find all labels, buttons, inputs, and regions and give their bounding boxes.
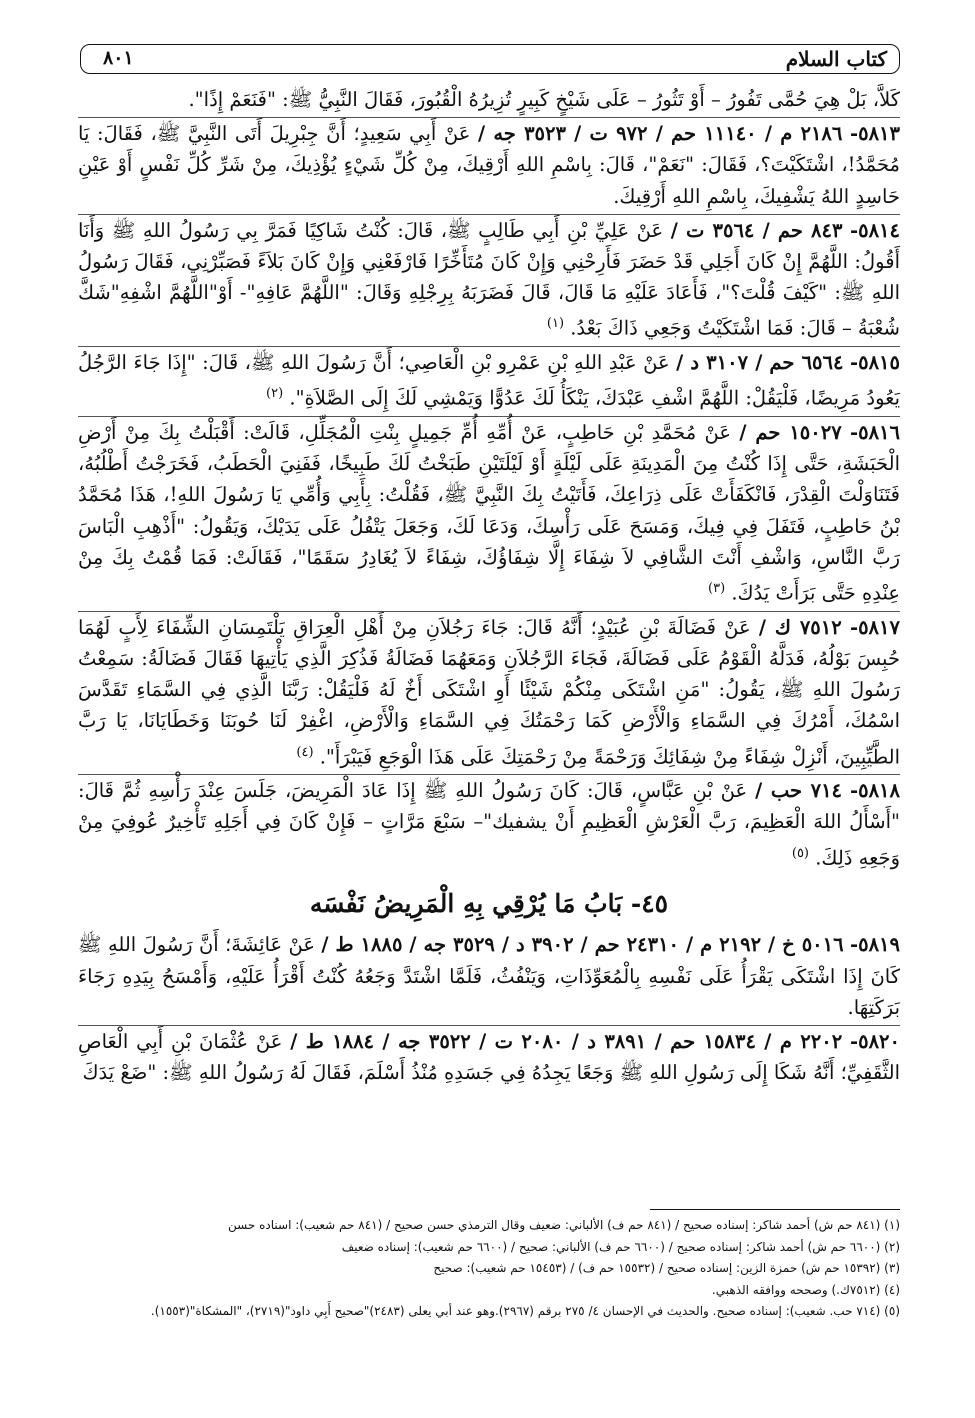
hadith-refs: ٢٢٠٢ م / ١٥٨٣٤ حم / ٣٨٩١ د / ٢٠٨٠ ت / ٣٥٢٢ جه / ١٨٨٤ ط / (290, 1029, 843, 1053)
footnote-5: (٥) (٧١٤ حب. شعيب): إسناده صحيح. والحديث في الإحسان ٤/ ٢٧٥ برقم (٢٩٦٧).وهو عند أبي يعلى (٢٤٨٣)"صحيح أَبِي داود"(٢٧١٩)، "المشكاة"(١٥٥٣). (150, 1304, 900, 1318)
page-header (80, 44, 900, 74)
hadith-text: عَنْ عُثْمَانَ بْنِ أَبِي الْعَاصِ الثَّقَفِيِّ؛ أَنَّهُ شَكَا إِلَى رَسُولِ اللهِ ﷺ وَجَعًا يَجِدُهُ فِي جَسَدِهِ مُنْذُ أَسْلَمَ، فَقَالَ لَهُ رَسُولُ اللهِ ﷺ: "ضَعْ يَدَكَ (78, 1029, 900, 1085)
footnote-divider (650, 1209, 900, 1210)
footnote-ref[interactable]: (١) (546, 316, 565, 332)
hadith-text: عَنْ عَبْدِ اللهِ بْنِ عَمْرِو بْنِ الْعَاصِي؛ أَنَّ رَسُولَ اللهِ ﷺ، قَالَ: "إِذَا جَاءَ الرَّجُلُ يَعُودُ مَرِيضًا، فَلْيَقُلْ: اللَّهُمَّ اشْفِ عَبْدَكَ، يَنْكَأُ لَكَ عَدُوًّا وَيَمْشِي لَكَ إِلَى الصَّلاَةِ". (78, 351, 900, 410)
footnote-ref[interactable]: (٣) (708, 581, 726, 597)
page-body (78, 84, 900, 1090)
intro-line: كَلاَّ، بَلْ هِيَ حُمَّى تَفُورُ – أَوْ تَثُورُ – عَلَى شَيْخٍ كَبِيرٍ تُزِيرُهُ الْقُبُورَ، فَقَالَ النَّبِيُّ ﷺ: "فَنَعَمْ إِذًا". (188, 88, 900, 111)
hadith-refs: ٦٥٦٤ حم / ٣١٠٧ د / (676, 351, 844, 375)
hadith-5818 (78, 775, 900, 875)
page-number: ٨٠١ (103, 47, 134, 69)
footnotes (78, 1215, 900, 1323)
hadith-refs: ٧١٤ حب / (755, 779, 843, 803)
hadith-text: عَنْ عَائِشَةَ؛ أَنَّ رَسُولَ اللهِ ﷺ كَانَ إِذَا اشْتَكَى يَقْرَأُ عَلَى نَفْسِهِ بِالْمُعَوِّذَاتِ، وَيَنْفُثُ، فَلَمَّا اشْتَدَّ وَجَعُهُ كُنْتُ أَقْرَأُ عَلَيْهِ، وَأَمْسَحُ بِيَدِهِ رَجَاءَ بَرَكَتِهَا. (78, 933, 900, 1019)
hadith-5816 (78, 417, 900, 611)
hadith-text: عَنْ بْنِ عَبَّاسٍ، قَالَ: كَانَ رَسُولُ اللهِ ﷺ إِذَا عَادَ الْمَرِيضَ، جَلَسَ عِنْدَ رَأْسِهِ ثُمَّ قَالَ: "أَسْأَلُ اللهَ الْعَظِيمَ، رَبَّ الْعَرْشِ الْعَظِيمِ أَنْ يشفيك"– سَبْعَ مَرَّاتٍ – فَإِنْ كَانَ فِي أَجَلِهِ تَأْخِيرٌ عُوفِيَ مِنْ وَجَعِهِ ذَلِكَ. (78, 779, 900, 870)
hadith-refs: ٢١٨٦ م / ١١١٤٠ حم / ٩٧٢ ت / ٣٥٢٣ جه / (478, 122, 843, 146)
hadith-number: ٥٨١٩- (850, 933, 900, 957)
hadith-5817 (78, 612, 900, 775)
hadith-number: ٥٨١٦- (850, 421, 901, 445)
footnote-4: (٤) (٧٥١٢ك.) وصححه ووافقه الذهبي. (711, 1282, 900, 1297)
footnote-ref[interactable]: (٥) (791, 845, 809, 861)
hadith-5819 (78, 929, 900, 1025)
footnote-ref[interactable]: (٢) (266, 386, 284, 402)
hadith-number: ٥٨٢٠- (850, 1029, 901, 1053)
chapter-title: كتاب السلام (785, 47, 887, 71)
hadith-refs: ١٥٠٢٧ حم / (739, 421, 842, 445)
hadith-number: ٥٨١٣- (850, 122, 901, 146)
hadith-5813 (78, 118, 900, 214)
hadith-number: ٥٨١٨- (850, 779, 901, 803)
section-heading: ٤٥- بَابُ مَا يُرْقِي بِهِ الْمَرِيضُ نَفْسَه (309, 889, 669, 919)
hadith-refs: ٥٠١٦ خ / ٢١٩٢ م / ٢٤٣١٠ حم / ٣٩٠٢ د / ٣٥٢٩ جه / ١٨٨٥ ط / (321, 933, 844, 957)
hadith-text: عَنْ فَضَالَةَ بْنِ عُبَيْدٍ؛ أَنَّهُ قَالَ: جَاءَ رَجُلاَنِ مِنْ أَهْلِ الْعِرَاقِ يَلْتَمِسَانِ الشِّفَاءَ لِأَبٍ لَهُمَا حُبِسَ بَوْلُهُ، فَدَلَّهُ الْقَوْمُ عَلَى فَضَالَةَ، فَجَاءَ الرَّجُلاَنِ وَمَعَهُمَا فَضَالَةُ فَذُكِرَ الَّذِي يَأْتِيهَا فَقَالَ فَضَالَةُ: سَمِعْتُ رَسُولَ اللهِ ﷺ، يَقُولُ: "مَنِ اشْتَكَى مِنْكُمْ شَيْئًا أَوِ اشْتَكَى أَخٌ لَهُ فَلْيَقُلْ: رَبَّنَا الَّذِي فِي السَّمَاءِ تَقَدَّسَ اسْمُكَ، أَمْرُكَ فِي السَّمَاءِ وَالْأَرْضِ كَمَا رَحْمَتُكَ فِي السَّمَاءِ وَالْأَرْضِ، اغْفِرْ لَنَا حُوبَنَا وَخَطَايَانَا، يَا رَبَّ الطَّيِّبِينَ، أَنْزِلْ شِفَاءً مِنْ شِفَائِكَ وَرَحْمَةً مِنْ رَحْمَتِكَ عَلَى هَذَا الْوَجَعِ فَيَبْرَأَ". (78, 615, 900, 769)
footnote-2: (٢) (٦٦٠٠ حم ش) أحمد شاكر: إسناده صحيح / (٦٦٠٠ حم ف) الألباني: صحيح / (٦٦٠٠ حم شعيب): إسناده ضعيف (341, 1239, 900, 1254)
hadith-text: عَنْ عَلِيِّ بْنِ أَبِي طَالِبٍ ﷺ، قَالَ: كُنْتُ شَاكِيًا فَمَرَّ بِي رَسُولُ اللهِ ﷺ وَأَنَا أَقُولُ: اللَّهُمَّ إِنْ كَانَ أَجَلِي قَدْ حَضَرَ فَأَرِحْنِي وَإِنْ كَانَ مُتَأَخِّرًا فَارْفَعْنِي وَإِنْ كَانَ بَلاَءً فَصَبِّرْنِي، فَقَالَ رَسُولُ اللهِ ﷺ: "كَيْفَ قُلْتَ؟"، فَأَعَادَ عَلَيْهِ مَا قَالَ، قَالَ فَضَرَبَهُ بِرِجْلِهِ وَقَالَ: "اللَّهُمَّ عَافِهِ"- أَوْ"اللَّهُمَّ اشْفِهِ"شَكَّ شُعْبَةُ – قَالَ: فَمَا اشْتَكَيْتُ وَجَعِي ذَاكَ بَعْدُ. (78, 218, 900, 340)
footnote-1: (١) (٨٤١ حم ش) أحمد شاكر: إسناده صحيح / (٨٤١ حم ف) الألباني: ضعيف وقال الترمذي حسن صحيح / (٨٤١ حم شعيب): اسناده حسن (228, 1218, 900, 1232)
hadith-text: عَنْ أَبِي سَعِيدٍ؛ أَنَّ جِبْرِيلَ أَتَى النَّبِيَّ ﷺ، فَقَالَ: يَا مُحَمَّدُ!، اشْتَكَيْتَ؟، فَقَالَ: "نَعَمْ"، قَالَ: بِاسْمِ اللهِ أَرْقِيكَ، مِنْ كُلِّ شَيْءٍ يُؤْذِيكَ، مِنْ شَرِّ كُلِّ نَفْسٍ أَوْ عَيْنِ حَاسِدٍ اللهُ يَشْفِيكَ، بِاسْمِ اللهِ أَرْقِيكَ. (78, 122, 900, 208)
hadith-number: ٥٨١٧- (849, 615, 900, 639)
hadith-text: عَنْ مُحَمَّدِ بْنِ حَاطِبٍ، عَنْ أُمِّهِ أُمِّ جَمِيلٍ بِنْتِ الْمُجَلِّلِ، قَالَتْ: أَقْبَلْتُ بِكَ مِنْ أَرْضِ الْحَبَشَةِ، حَتَّى إِذَا كُنْتُ مِنَ الْمَدِينَةِ عَلَى لَيْلَةٍ أَوْ لَيْلَتَيْنِ طَبَخْتُ لَكَ طَبِيخًا، فَفَنِيَ الْحَطَبُ، فَخَرَجْتُ أَطْلُبُهُ، فَتَنَاوَلْتَ الْقِدْرَ، فَانْكَفَأَتْ عَلَى ذِرَاعِكَ، فَأَتَيْتُ بِكَ النَّبِيَّ ﷺ، فَقُلْتُ: بِأَبِي وَأُمِّي يَا رَسُولَ اللهِ!، هَذَا مُحَمَّدُ بْنُ حَاطِبٍ، فَتَفَلَ فِي فِيكَ، وَمَسَحَ عَلَى رَأْسِكَ، وَدَعَا لَكَ، وَجَعَلَ يَتْفُلُ عَلَى يَدَيْكَ، وَيَقُولُ: "أَذْهِبِ الْبَاسَ رَبَّ النَّاسِ، وَاشْفِ أَنْتَ الشَّافِي لاَ شِفَاءَ إِلَّا شِفَاؤُكَ، شِفَاءً لاَ يُغَادِرُ سَقَمًا"، فَقَالَتْ: فَمَا قُمْتُ بِكَ مِنْ عِنْدِهِ حَتَّى بَرَأَتْ يَدُكَ. (78, 421, 900, 605)
hadith-number: ٥٨١٥- (850, 351, 901, 375)
hadith-refs: ٧٥١٢ ك / (758, 615, 842, 639)
footnote-3: (٣) (١٥٣٩٢ حم ش) حمزة الزين: إسناده صحيح / (١٥٥٣٢ حم ف) / (١٥٤٥٣ حم شعيب): صحيح (433, 1261, 900, 1275)
hadith-5820 (78, 1026, 900, 1090)
hadith-5815 (78, 347, 900, 416)
hadith-refs: ٨٤٣ حم / ٣٥٦٤ ت / (670, 218, 843, 242)
hadith-5814 (78, 215, 900, 346)
hadith-number: ٥٨١٤- (850, 218, 901, 242)
footnote-ref[interactable]: (٤) (296, 744, 314, 760)
